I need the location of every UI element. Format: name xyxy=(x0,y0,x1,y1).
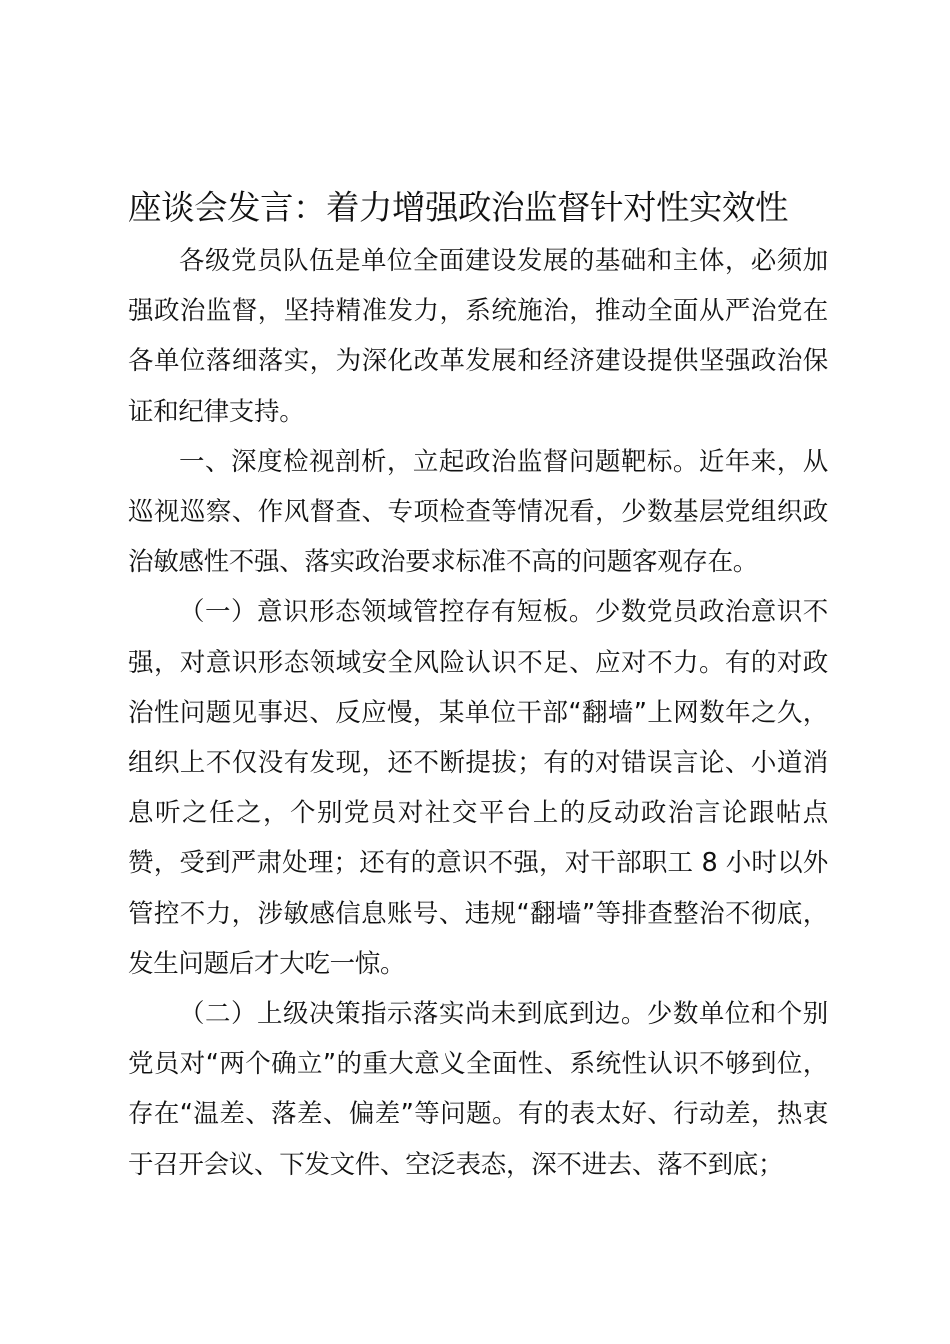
intro-paragraph: 各级党员队伍是单位全面建设发展的基础和主体，必须加强政治监督，坚持精准发力，系统施治，推动全面从严治党在各单位落细落实，为深化改革发展和经济建设提供坚强政治保证和纪律支持。 xyxy=(128,246,828,427)
subsection-two-paragraph: （二）上级决策指示落实尚未到底到边。少数单位和个别党员对“两个确立”的重大意义全面性、系统性认识不够到位，存在“温差、落差、偏差”等问题。有的表太好、行动差，热衷于召开会议、下发文件、空泛表态，深不进去、落不到底； xyxy=(128,999,828,1180)
section-one-paragraph: 一、深度检视剖析，立起政治监督问题靶标。近年来，从巡视巡察、作风督查、专项检查等情况看，少数基层党组织政治敏感性不强、落实政治要求标准不高的问题客观存在。 xyxy=(128,446,828,578)
subsection-one-paragraph: （一）意识形态领域管控存有短板。少数党员政治意识不强，对意识形态领域安全风险认识不足、应对不力。有的对政治性问题见事迟、反应慢，某单位干部“翻墙”上网数年之久，组织上不仅没有发现，还不断提拔；有的对错误言论、小道消息听之任之，个别党员对社交平台上的反动政治言论跟帖点赞，受到严肃处理；还有的意识不强，对干部职工 8 小时以外管控不力，涉敏感信息账号、违规“翻墙”等排查整治不彻底，发生问题后才大吃一惊。 xyxy=(128,597,828,979)
document-title: 座谈会发言：着力增强政治监督针对性实效性 xyxy=(128,188,788,227)
document-page xyxy=(128,180,828,1190)
